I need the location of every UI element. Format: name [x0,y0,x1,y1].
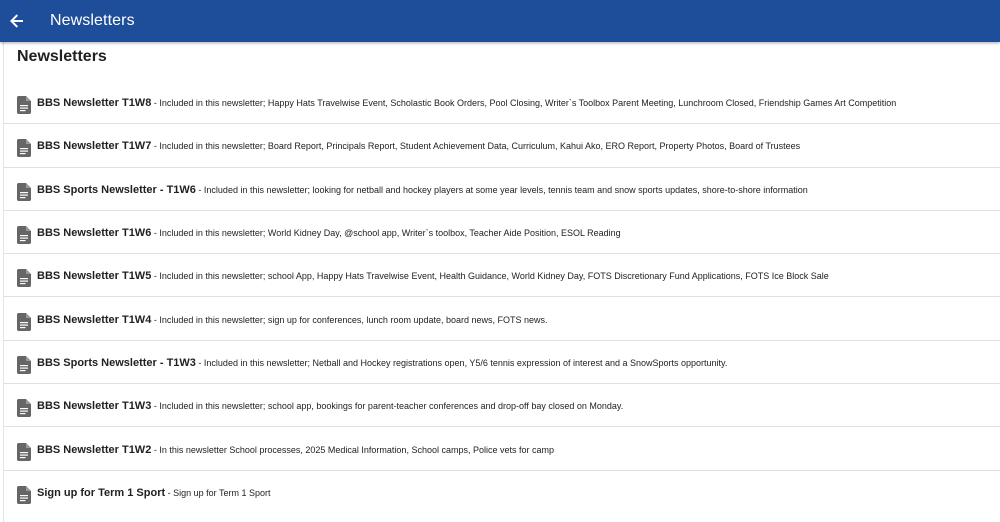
list-item[interactable] [4,210,1000,253]
separator: - [151,97,160,108]
list-item-text [37,440,554,458]
document-icon [17,183,31,201]
document-icon [17,139,31,157]
list-item-text [37,223,621,241]
newsletter-title: Sign up for Term 1 Sport [37,486,166,499]
newsletter-description: Included in this newsletter; Netball and Hockey registrations open, Y5/6 tennis expression of interest and a SnowSports opportunity. [203,357,728,368]
document-icon [17,313,31,331]
newsletter-description: In this newsletter School processes, 2025 Medical Information, School camps, Police vets for camp [159,444,554,455]
separator: - [151,401,160,412]
newsletter-description: Included in this newsletter; school App, Happy Hats Travelwise Event, Health Guidance, World Kidney Day, FOTS Discretionary Fund Applications, FOTS Ice Block Sale [159,271,829,282]
document-icon [17,486,31,504]
list-item[interactable] [4,80,1000,123]
newsletter-title: BBS Sports Newsletter - T1W3 [37,356,196,369]
main-content [3,42,1000,522]
document-icon [17,399,31,417]
separator: - [151,444,160,455]
separator: - [151,141,160,152]
page-title: Newsletters [17,48,107,65]
newsletter-description: Included in this newsletter; looking for netball and hockey players at some year levels, tennis team and snow sports updates, shore-to-shore information [203,184,808,195]
arrow-left-icon [9,13,25,29]
list-item-text [37,353,727,371]
list-item[interactable] [4,253,1000,296]
newsletter-description: Included in this newsletter; sign up for conferences, lunch room update, board news, FOTS news. [159,314,548,325]
newsletter-description: Sign up for Term 1 Sport [173,487,271,498]
document-icon [17,269,31,287]
list-item[interactable] [4,426,1000,469]
list-item[interactable] [4,383,1000,426]
list-item[interactable] [4,470,1000,513]
document-icon [17,356,31,374]
list-item[interactable] [4,123,1000,166]
list-item-text [37,396,623,414]
newsletter-description: Included in this newsletter; Happy Hats Travelwise Event, Scholastic Book Orders, Pool Closing, Writer`s Toolbox Parent Meeting, Lunchroom Closed, Friendship Games Art Competition [159,97,897,108]
list-item[interactable] [4,296,1000,339]
newsletter-title: BBS Newsletter T1W4 [37,313,152,326]
list-item-text [37,136,800,154]
list-item[interactable] [4,167,1000,210]
list-item-text [37,310,548,328]
list-item-text [37,483,271,501]
separator: - [151,271,160,282]
newsletter-description: Included in this newsletter; school app, bookings for parent-teacher conferences and drop-off bay closed on Monday. [159,401,624,412]
back-button[interactable] [0,4,34,38]
separator: - [151,228,160,239]
newsletter-title: BBS Sports Newsletter - T1W6 [37,183,196,196]
separator: - [195,357,204,368]
document-icon [17,443,31,461]
newsletter-title: BBS Newsletter T1W7 [37,140,152,153]
separator: - [195,184,204,195]
list-item-text [37,180,808,198]
newsletter-description: Included in this newsletter; World Kidney Day, @school app, Writer`s toolbox, Teacher Aide Position, ESOL Reading [159,228,621,239]
document-icon [17,96,31,114]
list-item-text [37,266,829,284]
separator: - [151,314,160,325]
newsletter-list [4,80,1000,513]
newsletter-title: BBS Newsletter T1W3 [37,400,152,413]
newsletter-title: BBS Newsletter T1W6 [37,227,152,240]
separator: - [165,487,174,498]
newsletter-description: Included in this newsletter; Board Report, Principals Report, Student Achievement Data, Curriculum, Kahui Ako, ERO Report, Property Photos, Board of Trustees [159,141,801,152]
list-item[interactable] [4,340,1000,383]
newsletter-title: BBS Newsletter T1W2 [37,443,152,456]
app-bar [0,0,1000,42]
list-item-text [37,93,896,111]
app-bar-title: Newsletters [50,12,135,29]
document-icon [17,226,31,244]
newsletter-title: BBS Newsletter T1W5 [37,270,152,283]
newsletter-title: BBS Newsletter T1W8 [37,96,152,109]
